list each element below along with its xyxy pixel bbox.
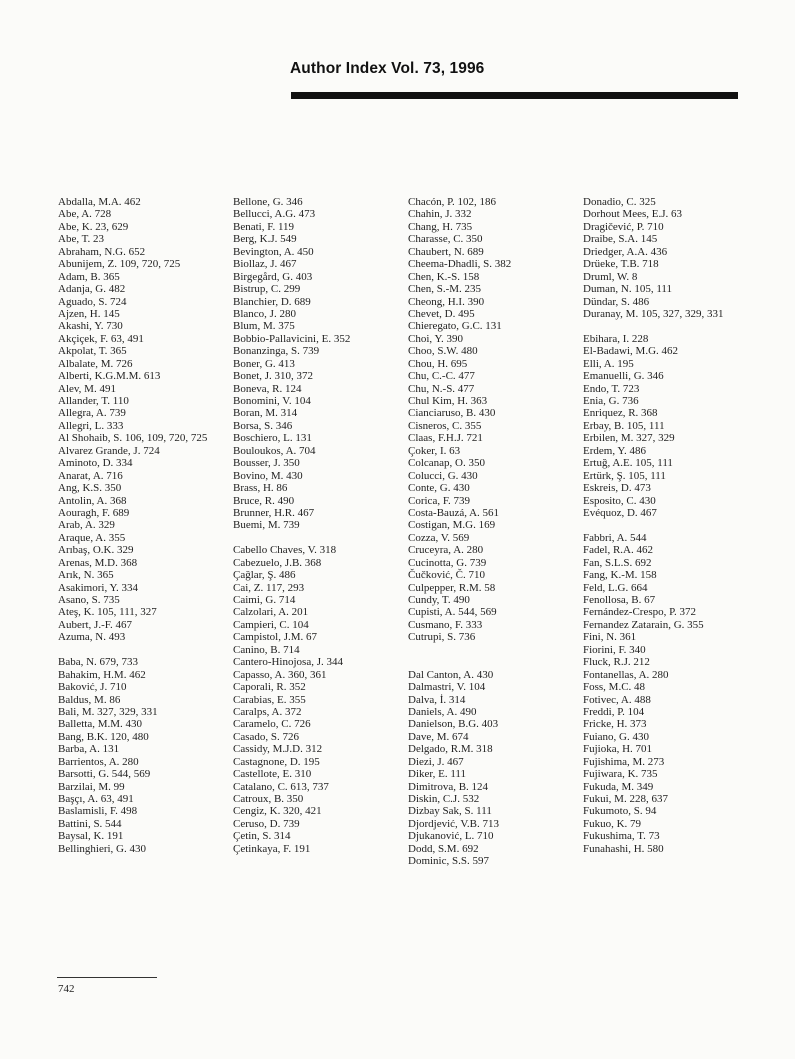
author-entry: Blanchier, D. 689 xyxy=(233,295,311,308)
author-entry: Birgegård, G. 403 xyxy=(233,270,313,283)
author-entry: Cusmano, F. 333 xyxy=(408,618,483,631)
author-entry: Djukanović, L. 710 xyxy=(408,830,494,843)
author-entry: Calzolari, A. 201 xyxy=(233,606,309,619)
author-entry: Abe, T. 23 xyxy=(58,233,105,246)
author-entry: Elli, A. 195 xyxy=(583,357,634,370)
author-entry: Ertürk, Ş. 105, 111 xyxy=(583,469,666,482)
author-entry: Campieri, C. 104 xyxy=(233,618,309,631)
author-entry: Bahakim, H.M. 462 xyxy=(58,668,146,681)
author-entry: Chacón, P. 102, 186 xyxy=(408,196,496,208)
author-entry: Diker, E. 111 xyxy=(408,768,467,781)
author-entry: Emanuelli, G. 346 xyxy=(583,370,664,383)
author-entry: Chou, H. 695 xyxy=(408,357,468,370)
author-entry: Cucinotta, G. 739 xyxy=(408,556,487,569)
page-number: 742 xyxy=(58,983,75,995)
author-entry: Arab, A. 329 xyxy=(58,519,115,532)
author-entry: Dizbay Sak, S. 111 xyxy=(408,805,492,818)
author-entry: Akpolat, T. 365 xyxy=(58,345,127,358)
author-entry: Cassidy, M.J.D. 312 xyxy=(233,743,323,756)
author-entry: Ang, K.S. 350 xyxy=(58,482,122,495)
author-entry: Carabias, E. 355 xyxy=(233,693,306,706)
author-entry: Dimitrova, B. 124 xyxy=(408,780,489,793)
author-entry: Daniels, A. 490 xyxy=(408,705,477,718)
author-entry: Erdem, Y. 486 xyxy=(583,444,646,457)
author-entry: Bousser, J. 350 xyxy=(233,457,300,470)
author-entry: Caimi, G. 714 xyxy=(233,594,296,606)
author-entry: Blanco, J. 280 xyxy=(233,307,296,320)
author-entry: Fukuda, M. 349 xyxy=(583,780,654,793)
author-column-4 xyxy=(583,196,755,855)
author-entry: Cheong, H.I. 390 xyxy=(408,295,485,308)
author-entry: Diezi, J. 467 xyxy=(408,755,464,768)
author-entry: Dalmastri, V. 104 xyxy=(408,681,486,694)
author-entry: Baba, N. 679, 733 xyxy=(58,656,139,669)
author-entry: Cheema-Dhadli, S. 382 xyxy=(408,258,512,271)
author-entry: Akashi, Y. 730 xyxy=(58,320,123,333)
title-rule xyxy=(291,92,738,99)
author-entry: Barba, A. 131 xyxy=(58,743,120,756)
author-entry: Benati, F. 119 xyxy=(233,220,295,233)
author-entry: Borsa, S. 346 xyxy=(233,419,293,432)
author-entry: Dodd, S.M. 692 xyxy=(408,842,479,855)
author-entry: Čučković, Č. 710 xyxy=(408,569,485,582)
author-entry: Enia, G. 736 xyxy=(583,395,639,407)
author-column-3 xyxy=(408,196,580,868)
author-entry: Dal Canton, A. 430 xyxy=(408,668,494,681)
author-entry: Cianciaruso, B. 430 xyxy=(408,407,496,420)
author-entry: Baysal, K. 191 xyxy=(58,830,124,843)
author-entry: Aouragh, F. 689 xyxy=(58,506,130,519)
author-entry: Fluck, R.J. 212 xyxy=(583,656,650,669)
author-entry: Bouloukos, A. 704 xyxy=(233,444,316,457)
author-entry: Abe, K. 23, 629 xyxy=(58,220,129,233)
author-entry: Bellone, G. 346 xyxy=(233,196,303,208)
author-entry: Catalano, C. 613, 737 xyxy=(233,780,329,793)
author-entry: Funahashi, H. 580 xyxy=(583,842,664,855)
author-entry: Fadel, R.A. 462 xyxy=(583,544,653,557)
author-entry: Chen, S.-M. 235 xyxy=(408,283,482,296)
author-entry: Fang, K.-M. 158 xyxy=(583,569,657,582)
author-entry: Cozza, V. 569 xyxy=(408,531,470,544)
author-entry: Diskin, C.J. 532 xyxy=(408,793,480,805)
author-entry: Cruceyra, A. 280 xyxy=(408,544,484,557)
author-entry: Bonet, J. 310, 372 xyxy=(233,370,314,383)
author-entry: Chu, C.-C. 477 xyxy=(408,370,475,383)
author-entry: Buemi, M. 739 xyxy=(233,519,300,532)
author-entry: Arenas, M.D. 368 xyxy=(58,556,138,569)
author-entry: Fukuo, K. 79 xyxy=(583,817,642,830)
author-entry: Chang, H. 735 xyxy=(408,220,473,233)
author-entry: Boneva, R. 124 xyxy=(233,382,302,395)
author-entry: Aguado, S. 724 xyxy=(58,295,127,308)
author-entry: Colucci, G. 430 xyxy=(408,469,478,482)
author-entry: Erbilen, M. 327, 329 xyxy=(583,432,675,445)
author-entry: Charasse, C. 350 xyxy=(408,233,483,246)
author-entry: Duman, N. 105, 111 xyxy=(583,283,673,296)
author-entry: Caramelo, C. 726 xyxy=(233,718,311,731)
author-entry: Donadio, C. 325 xyxy=(583,196,656,208)
author-entry: Ajzen, H. 145 xyxy=(58,307,120,320)
author-entry: Ceruso, D. 739 xyxy=(233,817,300,830)
author-entry: Boner, G. 413 xyxy=(233,357,295,370)
author-entry: Cantero-Hinojosa, J. 344 xyxy=(233,656,343,669)
author-entry: Fujioka, H. 701 xyxy=(583,743,653,756)
author-entry: Aubert, J.-F. 467 xyxy=(58,618,132,631)
author-entry: Baldus, M. 86 xyxy=(58,693,121,706)
author-column-2 xyxy=(233,196,405,855)
author-entry: Baković, J. 710 xyxy=(58,681,127,694)
author-entry: Capasso, A. 360, 361 xyxy=(233,668,327,681)
author-entry: Çetinkaya, F. 191 xyxy=(233,842,311,855)
author-entry: Fukumoto, S. 94 xyxy=(583,805,657,818)
author-entry: Asano, S. 735 xyxy=(58,594,120,606)
author-entry: Balletta, M.M. 430 xyxy=(58,718,143,731)
author-entry: Alev, M. 491 xyxy=(58,382,116,395)
author-entry: Abdalla, M.A. 462 xyxy=(58,196,141,208)
author-entry: Cupisti, A. 544, 569 xyxy=(408,606,497,619)
author-entry: Duranay, M. 105, 327, 329, 331 xyxy=(583,307,724,320)
author-entry: Delgado, R.M. 318 xyxy=(408,743,493,756)
author-entry: Baslamisli, F. 498 xyxy=(58,805,138,818)
author-entry: Barsotti, G. 544, 569 xyxy=(58,768,151,781)
author-entry: Abe, A. 728 xyxy=(58,208,112,221)
author-entry: Dragičević, P. 710 xyxy=(583,220,664,233)
author-entry: Ebihara, I. 228 xyxy=(583,332,649,345)
author-entry: Allander, T. 110 xyxy=(58,395,129,407)
author-entry: Chen, K.-S. 158 xyxy=(408,270,480,283)
author-entry: Cabezuelo, J.B. 368 xyxy=(233,556,322,569)
author-entry: Casado, S. 726 xyxy=(233,730,299,743)
author-entry: Bruce, R. 490 xyxy=(233,494,295,507)
author-entry: Arık, N. 365 xyxy=(58,569,114,582)
author-entry: Azuma, N. 493 xyxy=(58,631,126,644)
author-entry: Alberti, K.G.M.M. 613 xyxy=(58,370,161,383)
author-entry: Fricke, H. 373 xyxy=(583,718,647,731)
author-entry: Enriquez, R. 368 xyxy=(583,407,658,420)
author-entry: Fini, N. 361 xyxy=(583,631,637,644)
author-entry: Çetin, S. 314 xyxy=(233,830,291,843)
author-entry: Cisneros, C. 355 xyxy=(408,419,482,432)
page-title: Author Index Vol. 73, 1996 xyxy=(290,60,485,77)
author-entry: Drüeke, T.B. 718 xyxy=(583,258,659,271)
author-entry: Caralps, A. 372 xyxy=(233,705,302,718)
author-entry: Çoker, I. 63 xyxy=(408,444,461,457)
author-entry: Bellinghieri, G. 430 xyxy=(58,842,146,855)
author-entry: Abraham, N.G. 652 xyxy=(58,245,146,258)
author-entry: Eskreis, D. 473 xyxy=(583,482,651,495)
author-entry: Castagnone, D. 195 xyxy=(233,755,320,768)
author-entry: Brunner, H.R. 467 xyxy=(233,506,315,519)
author-entry: Corica, F. 739 xyxy=(408,494,471,507)
author-entry: Asakimori, Y. 334 xyxy=(58,581,139,594)
author-entry: Fukui, M. 228, 637 xyxy=(583,793,668,805)
author-entry: Fernandez Zatarain, G. 355 xyxy=(583,618,704,631)
author-entry: Evéquoz, D. 467 xyxy=(583,506,657,519)
author-entry: Başçı, A. 63, 491 xyxy=(58,793,134,805)
author-entry: Caporali, R. 352 xyxy=(233,681,306,694)
author-entry: Chevet, D. 495 xyxy=(408,307,475,320)
author-entry: Erbay, B. 105, 111 xyxy=(583,419,665,432)
author-entry: Chieregato, G.C. 131 xyxy=(408,320,502,333)
author-entry: Biollaz, J. 467 xyxy=(233,258,297,271)
author-entry: Catroux, B. 350 xyxy=(233,793,304,805)
author-entry: Foss, M.C. 48 xyxy=(583,681,646,694)
author-entry: Blum, M. 375 xyxy=(233,320,295,333)
author-entry: Fan, S.L.S. 692 xyxy=(583,556,652,569)
author-entry: Albalate, M. 726 xyxy=(58,357,133,370)
author-entry: Allegra, A. 739 xyxy=(58,407,126,420)
author-entry: Ateş, K. 105, 111, 327 xyxy=(58,606,157,619)
author-entry: Colcanap, O. 350 xyxy=(408,457,485,470)
author-entry: Fujiwara, K. 735 xyxy=(583,768,658,781)
author-entry: Boran, M. 314 xyxy=(233,407,298,420)
author-entry: Chul Kim, H. 363 xyxy=(408,395,488,407)
author-entry: Antolin, A. 368 xyxy=(58,494,127,507)
author-entry: Draibe, S.A. 145 xyxy=(583,233,658,246)
author-entry: Esposito, C. 430 xyxy=(583,494,656,507)
author-entry: Feld, L.G. 664 xyxy=(583,581,648,594)
author-entry: Alvarez Grande, J. 724 xyxy=(58,444,160,457)
author-entry: Druml, W. 8 xyxy=(583,270,638,283)
author-entry: Fukushima, T. 73 xyxy=(583,830,660,843)
author-entry: Bobbio-Pallavicini, E. 352 xyxy=(233,332,351,345)
author-entry: Aminoto, D. 334 xyxy=(58,457,133,470)
author-entry: Freddi, P. 104 xyxy=(583,705,645,718)
author-entry: Chaubert, N. 689 xyxy=(408,245,484,258)
author-entry: Choo, S.W. 480 xyxy=(408,345,478,358)
author-entry: Costigan, M.G. 169 xyxy=(408,519,496,532)
footer-rule xyxy=(57,977,157,978)
entry-gap xyxy=(233,532,405,544)
author-entry: Fenollosa, B. 67 xyxy=(583,594,656,606)
author-entry: Fabbri, A. 544 xyxy=(583,531,647,544)
author-entry: Bang, B.K. 120, 480 xyxy=(58,730,149,743)
author-entry: Bali, M. 327, 329, 331 xyxy=(58,705,158,718)
author-entry: Arıbaş, O.K. 329 xyxy=(58,544,134,557)
author-entry: Bovino, M. 430 xyxy=(233,469,303,482)
entry-gap xyxy=(583,519,755,531)
author-entry: Dündar, S. 486 xyxy=(583,295,650,308)
author-entry: Conte, G. 430 xyxy=(408,482,470,495)
author-entry: Culpepper, R.M. 58 xyxy=(408,581,496,594)
author-entry: Castellote, E. 310 xyxy=(233,768,312,781)
author-entry: Barrientos, A. 280 xyxy=(58,755,139,768)
author-entry: Choi, Y. 390 xyxy=(408,332,464,345)
author-entry: Djordjević, V.B. 713 xyxy=(408,817,499,830)
author-entry: Dominic, S.S. 597 xyxy=(408,855,489,868)
author-entry: Driedger, A.A. 436 xyxy=(583,245,668,258)
author-entry: Battini, S. 544 xyxy=(58,817,122,830)
author-entry: Fernández-Crespo, P. 372 xyxy=(583,606,697,619)
author-entry: Bevington, A. 450 xyxy=(233,245,314,258)
author-entry: Ertuğ, A.E. 105, 111 xyxy=(583,457,673,470)
author-entry: Dorhout Mees, E.J. 63 xyxy=(583,208,682,221)
author-entry: Boschiero, L. 131 xyxy=(233,432,312,445)
author-entry: Anarat, A. 716 xyxy=(58,469,123,482)
author-entry: Bellucci, A.G. 473 xyxy=(233,208,316,221)
author-entry: Cai, Z. 117, 293 xyxy=(233,581,305,594)
entry-gap xyxy=(408,644,580,656)
author-entry: Fiorini, F. 340 xyxy=(583,643,646,656)
author-entry: El-Badawi, M.G. 462 xyxy=(583,345,679,358)
author-entry: Cengiz, K. 320, 421 xyxy=(233,805,322,818)
author-entry: Bistrup, C. 299 xyxy=(233,283,301,296)
author-entry: Allegri, L. 333 xyxy=(58,419,124,432)
author-entry: Abunijem, Z. 109, 720, 725 xyxy=(58,258,181,271)
author-entry: Adanja, G. 482 xyxy=(58,283,126,296)
author-entry: Al Shohaib, S. 106, 109, 720, 725 xyxy=(58,432,208,445)
author-entry: Endo, T. 723 xyxy=(583,382,640,395)
author-entry: Campistol, J.M. 67 xyxy=(233,631,318,644)
author-entry: Cundy, T. 490 xyxy=(408,594,470,606)
author-entry: Fontanellas, A. 280 xyxy=(583,668,669,681)
author-entry: Canino, B. 714 xyxy=(233,643,300,656)
entry-gap xyxy=(583,320,755,332)
author-entry: Araque, A. 355 xyxy=(58,531,126,544)
author-entry: Adam, B. 365 xyxy=(58,270,120,283)
author-entry: Dalva, İ. 314 xyxy=(408,693,466,706)
author-entry: Chu, N.-S. 477 xyxy=(408,382,475,395)
author-entry: Cutrupi, S. 736 xyxy=(408,631,476,644)
entry-gap xyxy=(408,656,580,668)
author-entry: Brass, H. 86 xyxy=(233,482,288,495)
author-entry: Claas, F.H.J. 721 xyxy=(408,432,483,445)
author-entry: Costa-Bauzá, A. 561 xyxy=(408,506,500,519)
author-entry: Chahin, J. 332 xyxy=(408,208,472,221)
author-entry: Bonanzinga, S. 739 xyxy=(233,345,320,358)
author-entry: Çağlar, Ş. 486 xyxy=(233,569,296,582)
author-entry: Cabello Chaves, V. 318 xyxy=(233,544,337,557)
author-entry: Dave, M. 674 xyxy=(408,730,469,743)
author-entry: Danielson, B.G. 403 xyxy=(408,718,499,731)
author-entry: Akçiçek, F. 63, 491 xyxy=(58,332,144,345)
author-entry: Barzilai, M. 99 xyxy=(58,780,125,793)
author-entry: Fujishima, M. 273 xyxy=(583,755,665,768)
author-entry: Berg, K.J. 549 xyxy=(233,233,297,246)
author-entry: Fuiano, G. 430 xyxy=(583,730,649,743)
author-entry: Fotivec, A. 488 xyxy=(583,693,651,706)
entry-gap xyxy=(58,644,230,656)
author-entry: Bonomini, V. 104 xyxy=(233,395,311,407)
author-column-1 xyxy=(58,196,230,855)
